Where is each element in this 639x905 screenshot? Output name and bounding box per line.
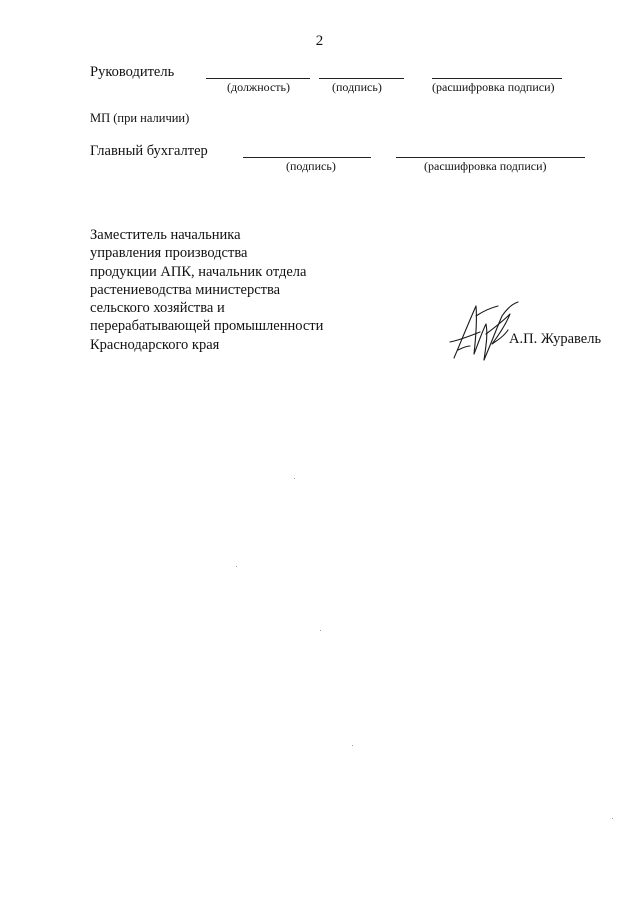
signer-title: [90, 226, 323, 354]
scan-speck: [236, 566, 237, 567]
head-signature-line: [319, 78, 404, 79]
signer-title-line: перерабатывающей промышленности: [90, 318, 324, 335]
signer-title-line: продукции АПК, начальник отдела: [90, 263, 307, 280]
accountant-label: Главный бухгалтер: [90, 143, 208, 159]
accountant-decoding-line: [396, 157, 585, 158]
signer-title-line: растениеводства министерства: [90, 281, 281, 298]
signer-title-line: Заместитель начальника: [90, 227, 241, 243]
head-decoding-caption: (расшифровка подписи): [432, 80, 555, 94]
scan-speck: [294, 478, 295, 479]
signer-title-line: Краснодарского края: [90, 336, 220, 353]
page-number: 2: [315, 33, 324, 49]
head-decoding-line: [432, 78, 562, 79]
position-caption: (должность): [227, 80, 290, 94]
signer-title-line: сельского хозяйства и: [90, 300, 225, 317]
stamp-place-note: МП (при наличии): [90, 111, 190, 125]
head-label: Руководитель: [90, 64, 175, 80]
scan-speck: [352, 745, 353, 746]
accountant-decoding-caption: (расшифровка подписи): [424, 159, 547, 173]
signer-title-line: управления производства: [90, 245, 248, 262]
accountant-signature-line: [243, 157, 371, 158]
signer-name: А.П. Журавель: [509, 331, 602, 347]
head-signature-caption: (подпись): [332, 80, 382, 94]
accountant-signature-caption: (подпись): [286, 159, 336, 173]
position-line: [206, 78, 310, 79]
scan-speck: [320, 630, 321, 631]
scan-speck: [612, 818, 613, 819]
